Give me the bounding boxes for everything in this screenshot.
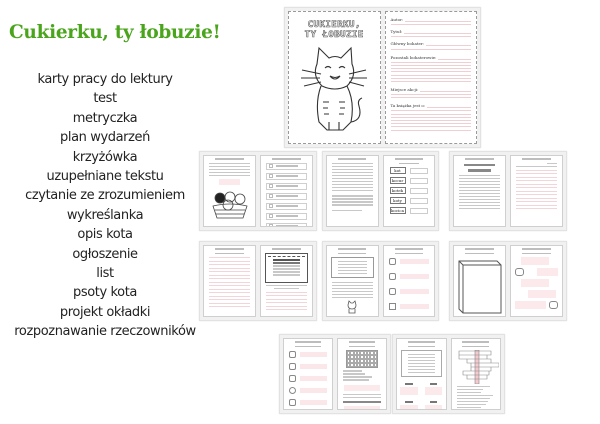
- worksheet-page: [510, 245, 563, 317]
- feature-item: metryczka: [72, 110, 138, 126]
- feature-item: rozpoznawanie rzeczowników: [14, 324, 196, 340]
- feature-item: opis kota: [77, 227, 133, 243]
- worksheet-page: [260, 245, 313, 317]
- bed-icon: [289, 363, 296, 370]
- form-label: Główny bohater:: [390, 41, 425, 47]
- feature-list: [0, 70, 210, 342]
- text-box: [401, 350, 442, 377]
- worksheet-page: [451, 338, 502, 410]
- worksheet-spread-test: [199, 151, 317, 231]
- feature-item: list: [96, 266, 114, 282]
- feature-item: karty pracy do lektury: [37, 72, 173, 87]
- form-field-title: [391, 29, 472, 34]
- feature-item: krzyżówka: [72, 149, 138, 165]
- worksheet-spread-words: [322, 151, 439, 231]
- worksheet-spread-cover-project: [449, 241, 567, 321]
- form-label: Ta książka jest o:: [390, 103, 426, 109]
- form-label: Pozostali bohaterowie:: [390, 54, 437, 60]
- worksheet-page: [453, 245, 506, 317]
- worksheet-page: [337, 338, 387, 410]
- worksheet-spread-crossword: [392, 334, 505, 414]
- worksheet-spread-mischief: [322, 241, 439, 321]
- wordsearch-grid: [346, 350, 378, 368]
- worksheet-page: [283, 338, 333, 410]
- cats-basket-icon: [210, 188, 250, 220]
- cat-icon: [345, 300, 359, 314]
- word-box: kocica: [391, 208, 404, 213]
- worksheet-page: [326, 245, 379, 317]
- notice-box: [265, 253, 308, 283]
- book-info-page: [385, 11, 478, 144]
- worksheet-page: [260, 155, 313, 227]
- feature-item: uzupełniane tekstu: [46, 169, 164, 185]
- word-box: kot: [390, 167, 406, 174]
- form-field-author: [391, 17, 472, 22]
- worksheet-page: [510, 155, 563, 227]
- tree-icon: [389, 303, 396, 310]
- form-label: Tytuł:: [390, 29, 403, 35]
- worksheet-spread-fill-text: [449, 151, 567, 231]
- feature-item: test: [93, 91, 117, 107]
- form-label: Autor:: [390, 17, 404, 22]
- cover-page: [288, 11, 381, 144]
- basket-icon: [389, 273, 396, 280]
- word-box: koty: [390, 197, 406, 204]
- word-box: kotek: [390, 187, 406, 194]
- hat-icon: [289, 351, 296, 358]
- feature-item: czytanie ze zrozumieniem: [25, 188, 185, 204]
- worksheet-page: [326, 155, 379, 227]
- worksheet-spread-letter: [199, 241, 317, 321]
- heart-icon: [289, 387, 296, 394]
- feature-item: projekt okładki: [59, 304, 151, 320]
- form-label: Miejsce akcji:: [390, 86, 419, 92]
- gift-icon: [289, 399, 296, 406]
- cat-icon: [299, 42, 369, 137]
- cover-title: [289, 20, 380, 40]
- cat-icon: [549, 301, 558, 309]
- word-box: kocur: [390, 177, 406, 184]
- crossword-grid: [453, 350, 499, 384]
- door-icon: [389, 258, 396, 265]
- book-icon: [457, 257, 503, 315]
- form-field-place: [391, 87, 472, 92]
- cake-icon: [289, 375, 296, 382]
- form-field-main-hero: [391, 41, 472, 46]
- cover-spread: [284, 7, 481, 148]
- worksheet-spread-wordsearch: [279, 334, 391, 414]
- text-box: [331, 257, 374, 278]
- feature-item: ogłoszenie: [72, 246, 138, 262]
- form-field-other-heroes: [391, 55, 472, 60]
- cat-icon: [515, 268, 524, 276]
- feature-item: wykreślanka: [66, 207, 144, 223]
- worksheet-page: [203, 245, 256, 317]
- worksheet-page: [453, 155, 506, 227]
- worksheet-page: [396, 338, 447, 410]
- product-title: Cukierku, ty łobuzie!: [9, 22, 221, 43]
- feature-item: psoty kota: [73, 285, 137, 301]
- feature-item: plan wydarzeń: [60, 130, 150, 146]
- worksheet-page: [383, 155, 436, 227]
- bell-icon: [389, 288, 396, 295]
- worksheet-page: [203, 155, 256, 227]
- cover-title-line: CUKIERKU,: [307, 20, 361, 30]
- worksheet-page: [383, 245, 436, 317]
- cover-title-line: TY ŁOBUZIE: [304, 30, 364, 40]
- form-field-about: [391, 103, 472, 108]
